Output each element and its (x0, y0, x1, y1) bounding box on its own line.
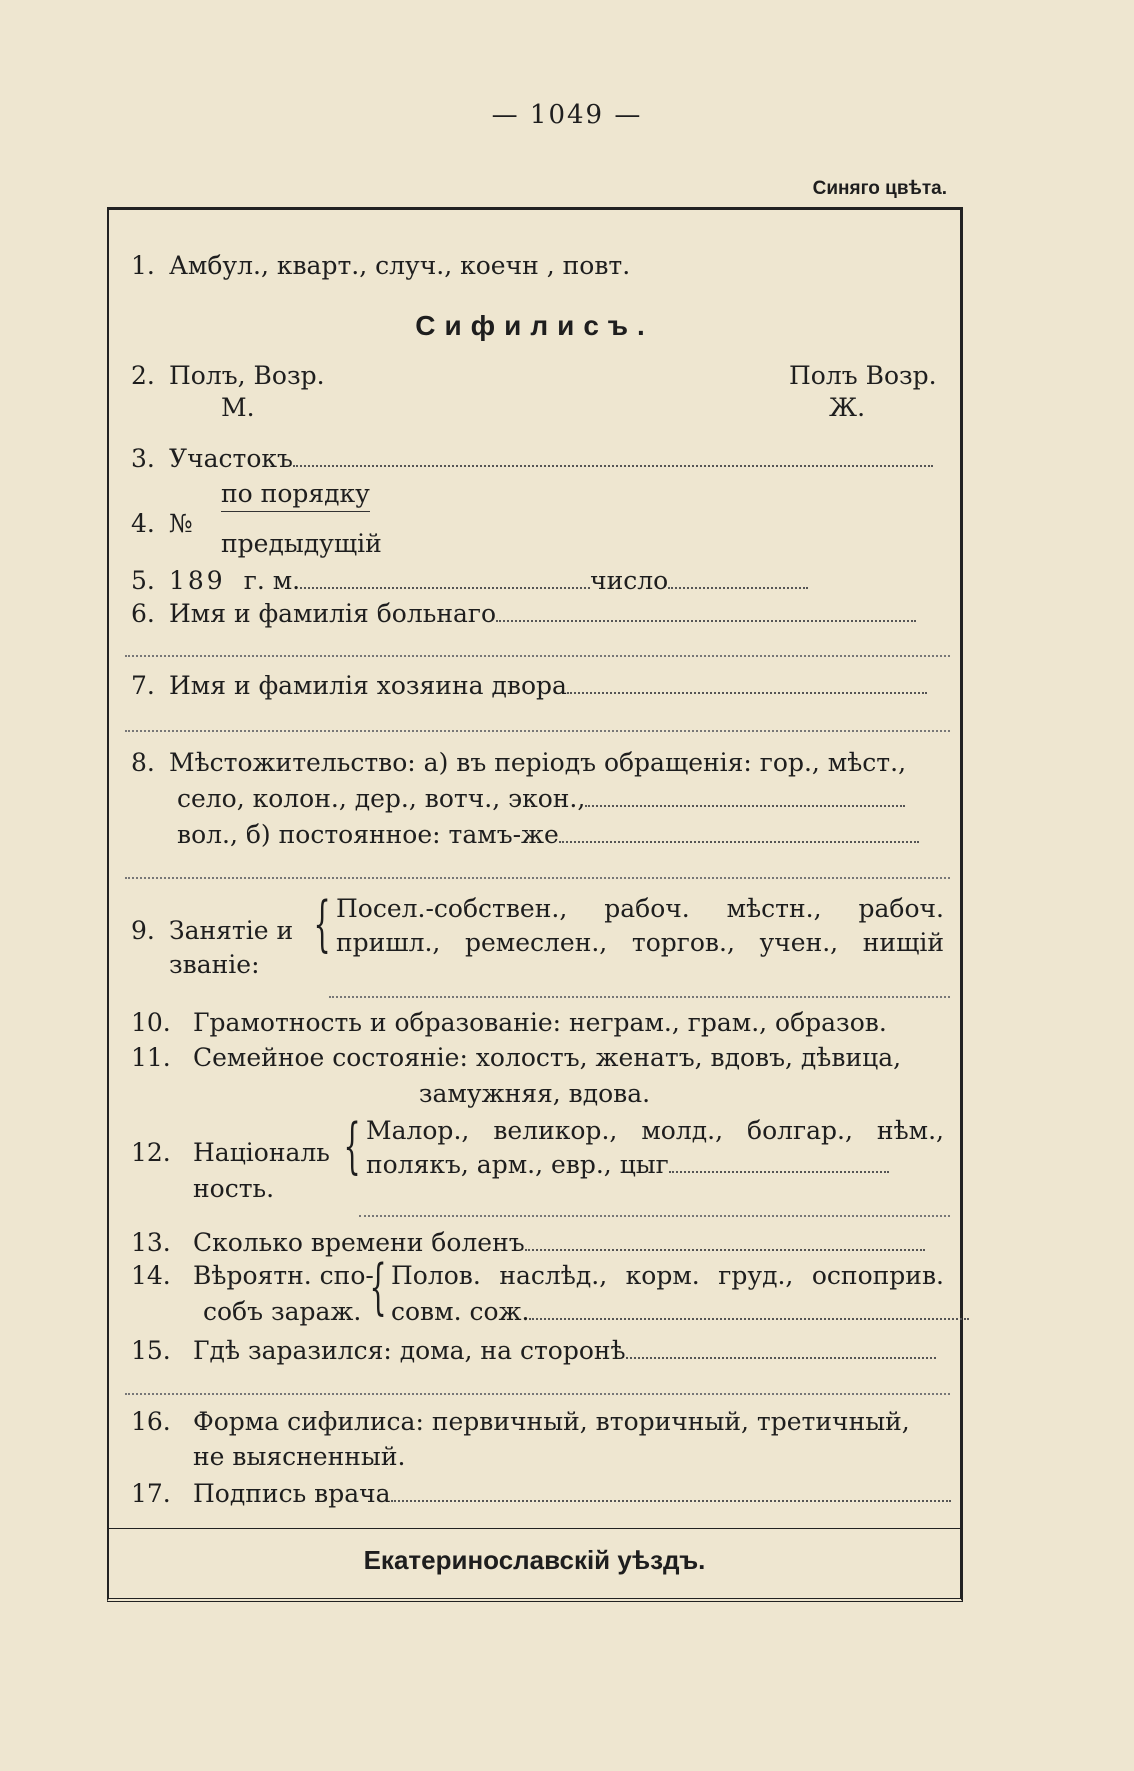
item-label-line1: Національ (193, 1138, 330, 1167)
female-marker: Ж. (829, 393, 866, 422)
form-item-11 (131, 1042, 944, 1073)
item-label-line2: ность. (193, 1174, 275, 1203)
form-item-9 (131, 889, 944, 993)
item-text-line3: вол., б) постоянное: тамъ-же (177, 820, 559, 849)
item-number: 6. (131, 599, 155, 628)
form-item-8-line2 (177, 783, 944, 814)
item-text: Грамотность и образованіе: неграм., грам., образов. (193, 1008, 887, 1037)
year-prefix: 189 (169, 566, 226, 595)
form-item-17 (131, 1478, 944, 1509)
item-number: 2. (131, 361, 155, 390)
item-text-bottom: предыдущій (221, 529, 382, 558)
page-number: — 1049 — (491, 100, 643, 130)
color-label: Синяго цвѣта. (812, 178, 947, 199)
form-item-1 (131, 250, 944, 281)
item-number: 4. (131, 509, 155, 538)
item-options-line1: Полов. наслѣд., корм. груд., оспоприв. (391, 1261, 944, 1290)
form-item-5 (131, 565, 944, 596)
fill-line (496, 620, 916, 622)
item-text: Гдѣ заразился: дома, на сторонѣ (193, 1336, 626, 1365)
fill-line (525, 1249, 925, 1251)
item-text: Амбул., кварт., случ., коечн , повт. (169, 251, 631, 280)
item-options-line2-wrap (391, 1296, 969, 1327)
item-label-line1: Занятіе и (169, 916, 294, 945)
item-number: 14. (131, 1261, 171, 1290)
form-item-6 (131, 598, 944, 629)
sex-age-male-label: Полъ, Возр. (169, 361, 325, 390)
separator (125, 655, 950, 657)
item-options-line1: Малор., великор., молд., болгар., нѣм., (366, 1116, 944, 1145)
brace: { (369, 1252, 387, 1322)
fill-line (567, 692, 927, 694)
form-item-7 (131, 670, 944, 701)
day-label: число (590, 566, 669, 595)
fill-line (293, 465, 933, 467)
item-text: Имя и фамилія больнаго (169, 599, 497, 628)
item-number: 9. (131, 916, 155, 945)
form-item-3 (131, 443, 944, 474)
form-item-14 (131, 1252, 944, 1330)
fill-line (300, 587, 590, 589)
item-text-top: по порядку (221, 478, 370, 512)
brace: { (343, 1111, 361, 1181)
form-item-2 (131, 360, 944, 430)
item-number: 15. (131, 1336, 171, 1365)
number-symbol: № (169, 509, 193, 538)
item-text: Имя и фамилія хозяина двора (169, 671, 567, 700)
item-number: 16. (131, 1407, 171, 1436)
fill-line (529, 1318, 969, 1320)
separator (125, 877, 950, 879)
separator (359, 1215, 950, 1217)
form-item-15 (131, 1335, 944, 1366)
form-item-13 (131, 1227, 944, 1258)
item-number: 1. (131, 251, 155, 280)
sex-age-female-label: Полъ Возр. (789, 361, 937, 390)
separator (125, 730, 950, 732)
item-number: 3. (131, 444, 155, 473)
form-item-8-line3 (177, 819, 944, 850)
brace: { (313, 889, 331, 959)
form-item-16 (131, 1406, 944, 1437)
form-item-16-line2 (193, 1441, 944, 1472)
fill-line (559, 841, 919, 843)
fill-line (391, 1500, 951, 1502)
form-item-10 (131, 1007, 944, 1038)
item-number: 12. (131, 1138, 171, 1167)
divider (109, 1528, 960, 1529)
item-text-line1: Форма сифилиса: первичный, вторичный, третичный, (193, 1407, 910, 1436)
registration-card (107, 207, 963, 1602)
item-text: Подпись врача (193, 1479, 391, 1508)
item-number: 8. (131, 748, 155, 777)
item-label-line1: Вѣроятн. спо- (193, 1261, 374, 1290)
fill-line (669, 1171, 889, 1173)
item-number: 10. (131, 1008, 171, 1037)
item-text-line1: Мѣстожительство: а) въ періодъ обращенія: гор., мѣст., (169, 748, 907, 777)
item-options-line2: полякъ, арм., евр., цыг (366, 1150, 669, 1179)
item-label-line2: собъ зараж. (203, 1297, 362, 1326)
item-options-line2: пришл., ремеслен., торгов., учен., нищій (336, 928, 944, 957)
item-text-line1: Семейное состояніе: холостъ, женатъ, вдовъ, дѣвица, (193, 1043, 902, 1072)
form-item-8 (131, 747, 944, 778)
item-number: 7. (131, 671, 155, 700)
fill-line (585, 805, 905, 807)
item-text: Участокъ (169, 444, 293, 473)
fill-line (626, 1357, 936, 1359)
item-options-line1: Посел.-собствен., рабоч. мѣстн., рабоч. (336, 894, 944, 923)
item-options-line2: совм. сож. (391, 1297, 530, 1326)
item-label-line2: званіе: (169, 950, 260, 979)
item-text: Сколько времени боленъ (193, 1228, 525, 1257)
item-number: 11. (131, 1043, 171, 1072)
form-item-12 (131, 1111, 944, 1215)
separator (329, 996, 950, 998)
district-name: Екатеринославскій уѣздъ. (363, 1545, 706, 1575)
item-text-line2: замужняя, вдова. (418, 1079, 651, 1108)
item-number: 13. (131, 1228, 171, 1257)
fill-line (668, 587, 808, 589)
item-options-line2-wrap (366, 1149, 889, 1180)
male-marker: М. (221, 393, 255, 422)
item-text-line2: не выясненный. (193, 1442, 406, 1471)
item-text-line2: село, колон., дер., вотч., экон., (177, 784, 586, 813)
form-item-4 (131, 478, 944, 558)
item-number: 17. (131, 1479, 171, 1508)
item-number: 5. (131, 566, 155, 595)
month-label: г. м. (243, 566, 301, 595)
form-item-11-line2 (109, 1078, 960, 1109)
form-title: Сифилисъ. (415, 310, 654, 341)
separator (125, 1393, 950, 1395)
